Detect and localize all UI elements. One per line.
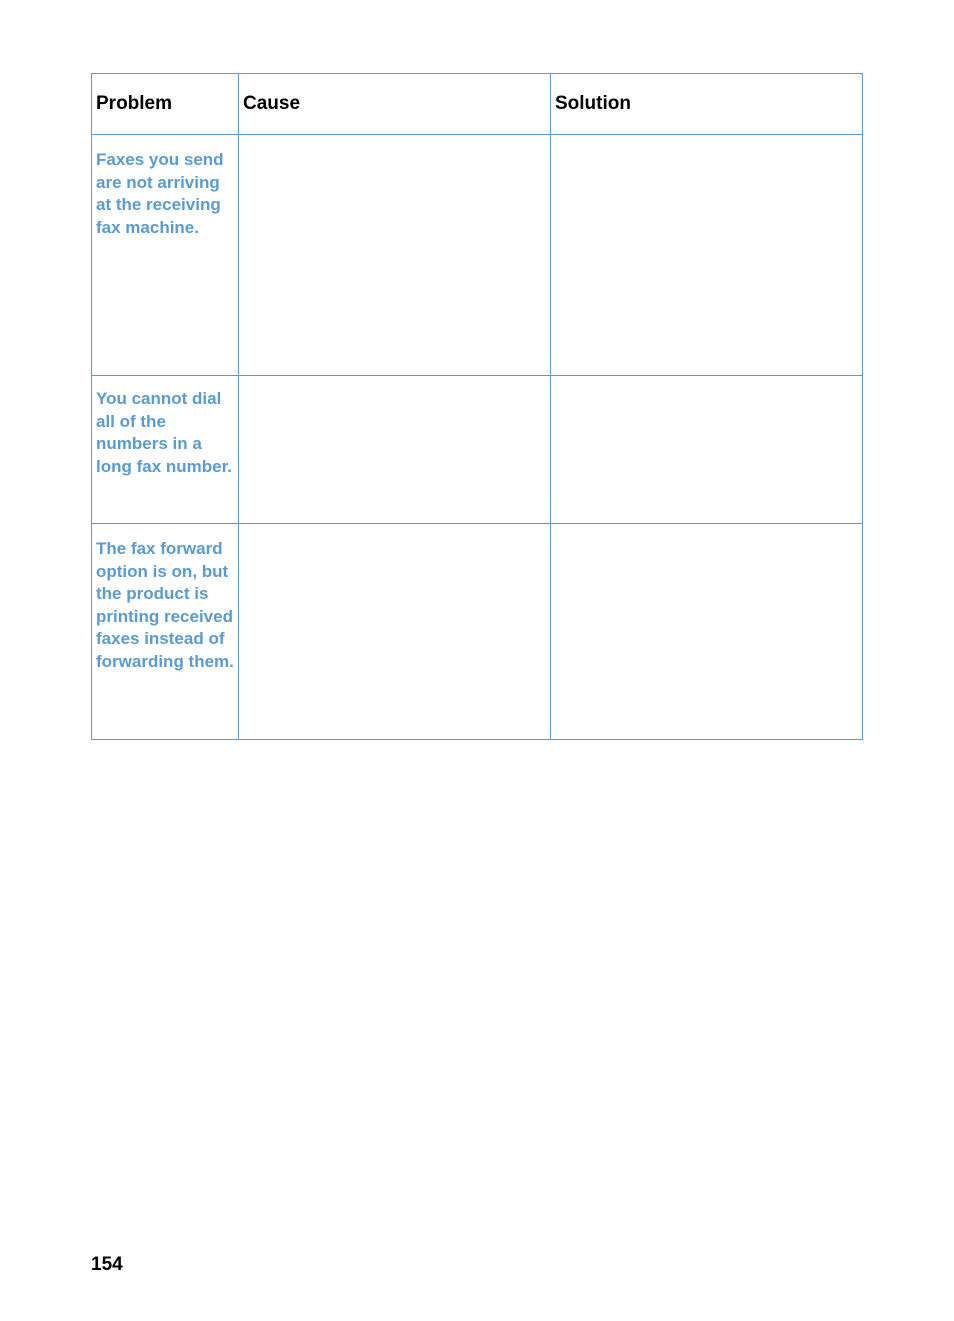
header-cause xyxy=(239,74,551,135)
problem-cell xyxy=(92,135,239,376)
solution-cell xyxy=(551,524,863,740)
header-cause-label: Cause xyxy=(243,93,301,114)
header-problem xyxy=(92,74,239,135)
problem-link[interactable]: You cannot dial all of the numbers in a long fax number. xyxy=(96,389,233,476)
problem-link[interactable]: Faxes you send are not arriving at the receiving fax machine. xyxy=(96,150,224,237)
header-solution-label: Solution xyxy=(555,93,631,114)
header-problem-label: Problem xyxy=(96,93,173,114)
solution-cell xyxy=(551,135,863,376)
cause-cell xyxy=(239,524,551,740)
problem-cell xyxy=(92,376,239,524)
cause-cell xyxy=(239,376,551,524)
troubleshooting-table xyxy=(91,73,863,740)
problem-cell xyxy=(92,524,239,740)
table-header-row xyxy=(92,74,863,135)
solution-cell xyxy=(551,376,863,524)
cause-cell xyxy=(239,135,551,376)
table-row xyxy=(92,524,863,740)
problem-link[interactable]: The fax forward option is on, but the product is printing received faxes instead of forwarding them. xyxy=(96,539,234,671)
table-row xyxy=(92,376,863,524)
page-number: 154 xyxy=(91,1254,123,1275)
table-row xyxy=(92,135,863,376)
header-solution xyxy=(551,74,863,135)
